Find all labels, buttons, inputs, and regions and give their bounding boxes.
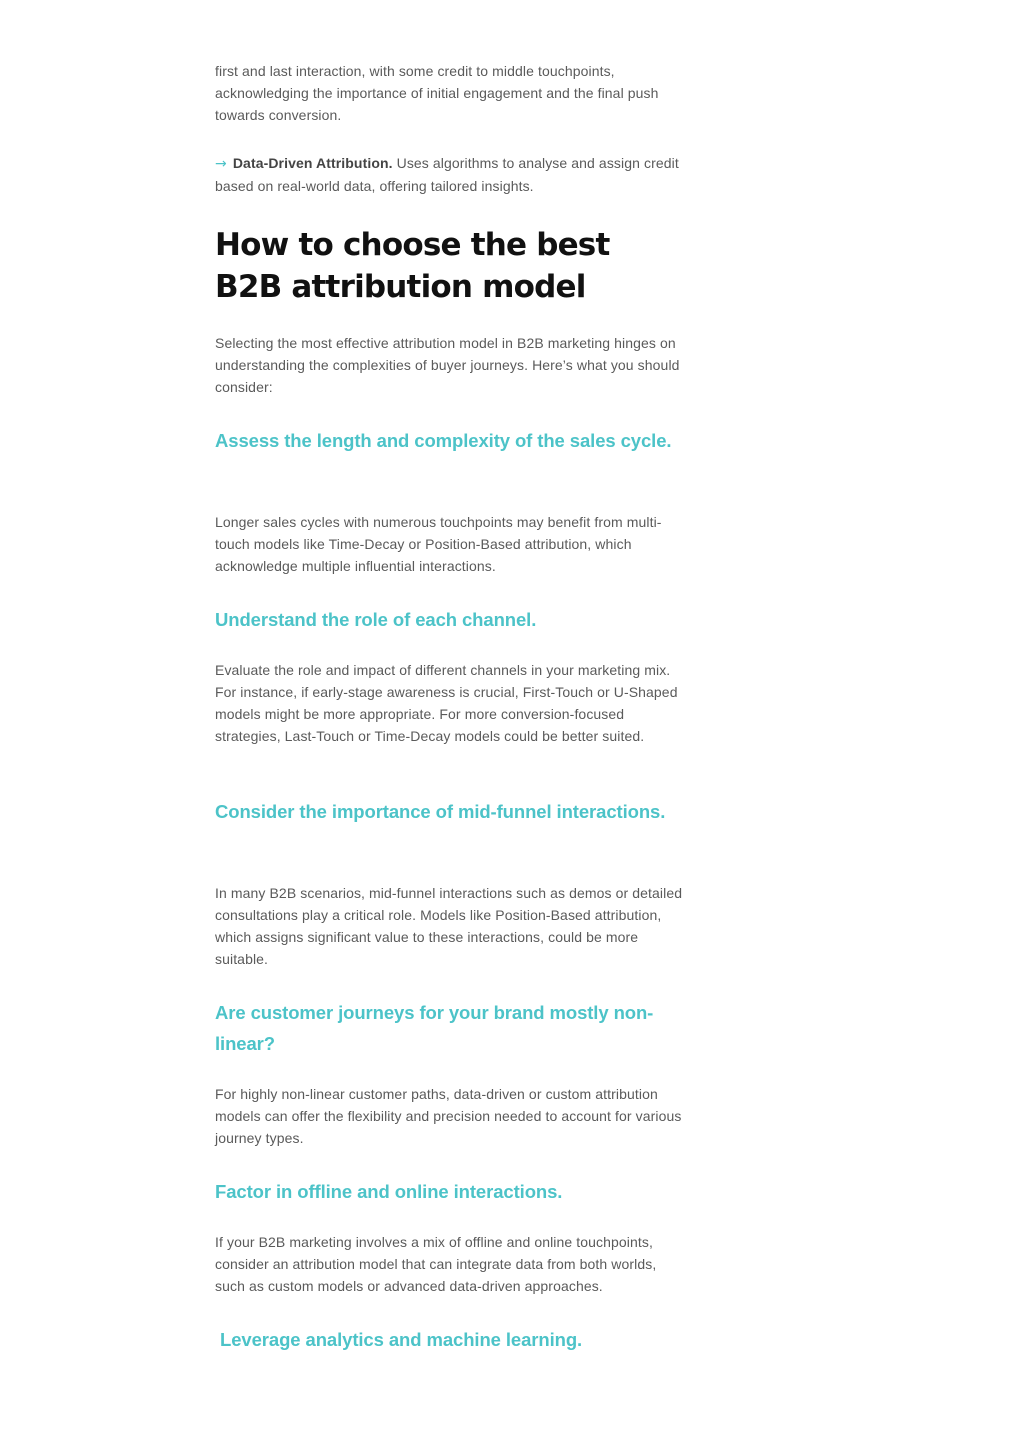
section-body-mid-funnel: In many B2B scenarios, mid-funnel interactions such as demos or detailed consultations play a critical role. Models like Position-Based attribution, which assigns significant value to these interactions, could be more suitable. [215,885,683,967]
section-body-non-linear: For highly non-linear customer paths, data-driven or custom attribution models can offer the flexibility and precision needed to account for various journey types. [215,1086,682,1146]
section-body-offline-online: If your B2B marketing involves a mix of offline and online touchpoints, consider an attribution model that can integrate data from both worlds, such as custom models or advanced data-driven approaches. [215,1234,657,1294]
lead-paragraph: Selecting the most effective attribution model in B2B marketing hinges on understanding the complexities of buyer journeys. Here’s what you should consider: [215,335,680,395]
section-body-channel-role: Evaluate the role and impact of different channels in your marketing mix. For instance, if early-stage awareness is crucial, First-Touch or U-Shaped models might be more appropriate. For more conversion-focused strategies, Last-Touch or Time-Decay models could be better suited. [215,662,678,744]
data-driven-item [215,152,685,197]
data-driven-label: Data-Driven Attribution. [232,155,393,171]
main-heading: How to choose the best B2B attribution model [215,227,610,305]
section-heading-mid-funnel: Consider the importance of mid-funnel interactions. [215,801,666,822]
section-body-sales-cycle: Longer sales cycles with numerous touchpoints may benefit from multi-touch models like Time-Decay or Position-Based attribution, which acknowledge multiple influential interactions. [215,514,662,574]
arrow-right-icon: → [215,156,227,172]
section-heading-offline-online: Factor in offline and online interactions. [215,1181,563,1202]
section-heading-analytics: Leverage analytics and machine learning. [215,1329,583,1350]
section-heading-channel-role: Understand the role of each channel. [215,609,537,630]
section-heading-non-linear: Are customer journeys for your brand mostly non-linear? [215,1002,654,1054]
data-driven-text: Uses algorithms to analyse and assign credit based on real-world data, offering tailored insights. [215,155,679,194]
intro-paragraph: first and last interaction, with some credit to middle touchpoints, acknowledging the importance of initial engagement and the final push towards conversion. [215,63,659,123]
section-heading-sales-cycle: Assess the length and complexity of the sales cycle. [215,430,672,451]
